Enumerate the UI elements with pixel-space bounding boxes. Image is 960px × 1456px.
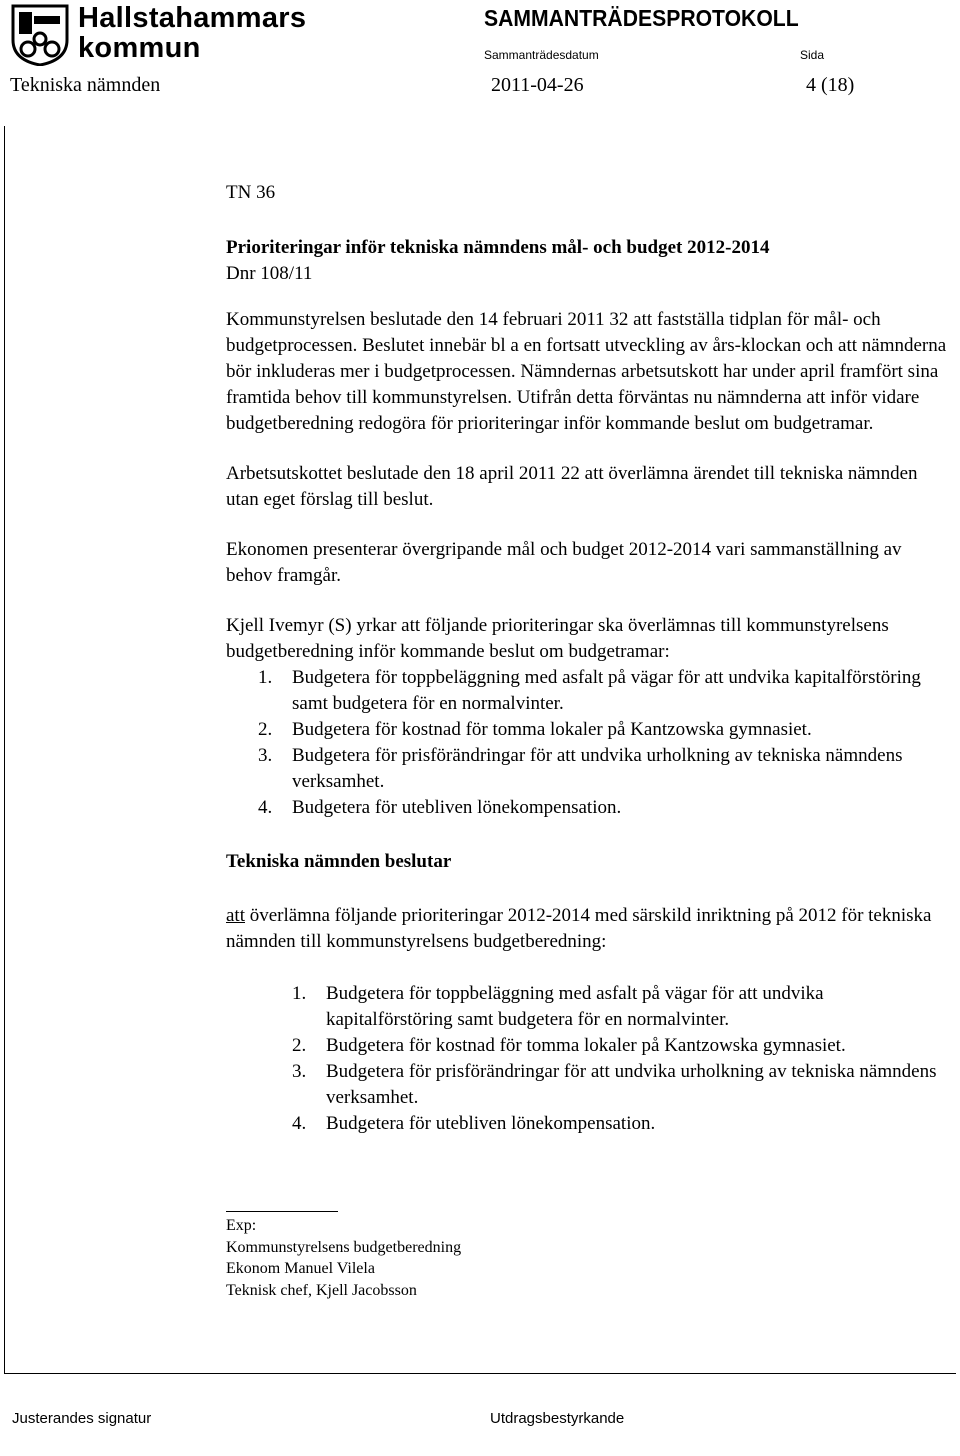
list-item-text: Budgetera för toppbeläggning med asfalt på vägar för att undvika kapitalförstöring samt budgetera för en normalvinter. — [292, 667, 921, 714]
logo-wordmark-line2: kommun — [78, 32, 201, 64]
list-item-text: Budgetera för prisförändringar för att undvika urholkning av tekniska nämndens verksamhet. — [326, 1061, 937, 1108]
economist-paragraph: Ekonomen presenterar övergripande mål och budget 2012-2014 vari sammanställning av behov framgår. — [226, 539, 902, 586]
distribution-rule — [226, 1211, 338, 1212]
list-item-text: Budgetera för kostnad för tomma lokaler på Kantzowska gymnasiet. — [326, 1035, 846, 1056]
extract-verification-label: Utdragsbestyrkande — [490, 1410, 625, 1427]
logo-wordmark-line1: Hallstahammars — [78, 2, 307, 34]
decision-heading: Tekniska nämnden beslutar — [226, 851, 452, 872]
municipality-logo — [10, 2, 307, 66]
list-item-text: Budgetera för utebliven lönekompensation. — [292, 797, 622, 818]
list-item — [292, 981, 951, 1033]
document-type: SAMMANTRÄDESPROTOKOLL — [484, 5, 799, 31]
list-item — [292, 1059, 951, 1111]
list-item-text: Budgetera för utebliven lönekompensation. — [326, 1113, 656, 1134]
decision-att: att — [226, 905, 245, 926]
page-number: 4 (18) — [806, 74, 855, 96]
list-item — [292, 1033, 951, 1059]
margin-rule — [4, 126, 5, 1373]
list-item-number: 1. — [292, 983, 307, 1004]
list-item-text: Budgetera för toppbeläggning med asfalt på vägar för att undvika kapitalförstöring samt budgetera för en normalvinter. — [326, 983, 824, 1030]
working-committee-paragraph: Arbetsutskottet beslutade den 18 april 2011 22 att överlämna ärendet till tekniska nämnden utan eget förslag till beslut. — [226, 463, 918, 510]
distribution-recipient: Teknisk chef, Kjell Jacobsson — [226, 1281, 417, 1299]
decision-list — [226, 981, 951, 1137]
list-item-number: 2. — [258, 719, 273, 740]
list-item-number: 3. — [258, 745, 273, 766]
coat-of-arms-icon — [10, 4, 70, 66]
decision-text: överlämna följande prioriteringar 2012-2014 med särskild inriktning på 2012 för tekniska nämnden till kommunstyrelsens budgetberedning: — [226, 905, 932, 952]
list-item-number: 3. — [292, 1061, 307, 1082]
distribution-label: Exp: — [226, 1217, 257, 1234]
distribution-recipient: Kommunstyrelsens budgetberedning — [226, 1238, 462, 1256]
list-item-number: 4. — [258, 797, 273, 818]
list-item-text: Budgetera för prisförändringar för att undvika urholkning av tekniska nämndens verksamhet. — [292, 745, 903, 792]
case-title: Prioriteringar inför tekniska nämndens mål- och budget 2012-2014 — [226, 237, 770, 258]
page-label: Sida — [800, 48, 825, 62]
list-item — [258, 795, 951, 821]
list-item-text: Budgetera för kostnad för tomma lokaler på Kantzowska gymnasiet. — [292, 719, 812, 740]
meeting-date-label: Sammanträdesdatum — [484, 48, 599, 62]
decision-paragraph — [226, 903, 951, 955]
meeting-date: 2011-04-26 — [491, 74, 584, 96]
signature-label: Justerandes signatur — [12, 1410, 152, 1427]
protocol-body — [226, 180, 951, 1137]
distribution-recipient: Ekonom Manuel Vilela — [226, 1260, 375, 1277]
list-item — [258, 717, 951, 743]
list-item-number: 1. — [258, 667, 273, 688]
list-item — [258, 665, 951, 717]
distribution-list — [226, 1215, 461, 1301]
list-item-number: 2. — [292, 1035, 307, 1056]
registration-number: Dnr 108/11 — [226, 263, 313, 284]
proposal-list — [226, 665, 951, 821]
footer-rule — [4, 1373, 956, 1374]
case-number: TN 36 — [226, 182, 276, 203]
list-item-number: 4. — [292, 1113, 307, 1134]
list-item — [258, 743, 951, 795]
list-item — [292, 1111, 951, 1137]
background-paragraph: Kommunstyrelsen beslutade den 14 februari 2011 32 att fastställa tidplan för mål- och budgetprocessen. Beslutet innebär bl a en fortsatt utveckling av års-klockan och att nämnderna bör inkluderas mer i budgetprocessen. Nämndernas arbetsutskott har under april framfört sina framtida behov till kommunstyrelsen. Utifrån detta förväntas nu nämnderna att inför vidare budgetberedning redogöra för prioriteringar inför kommande beslut om budgetramar. — [226, 309, 947, 434]
committee-name: Tekniska nämnden — [10, 74, 161, 96]
proposal-paragraph: Kjell Ivemyr (S) yrkar att följande prioriteringar ska överlämnas till kommunstyrelsens budgetberedning inför kommande beslut om budgetramar: — [226, 615, 889, 662]
